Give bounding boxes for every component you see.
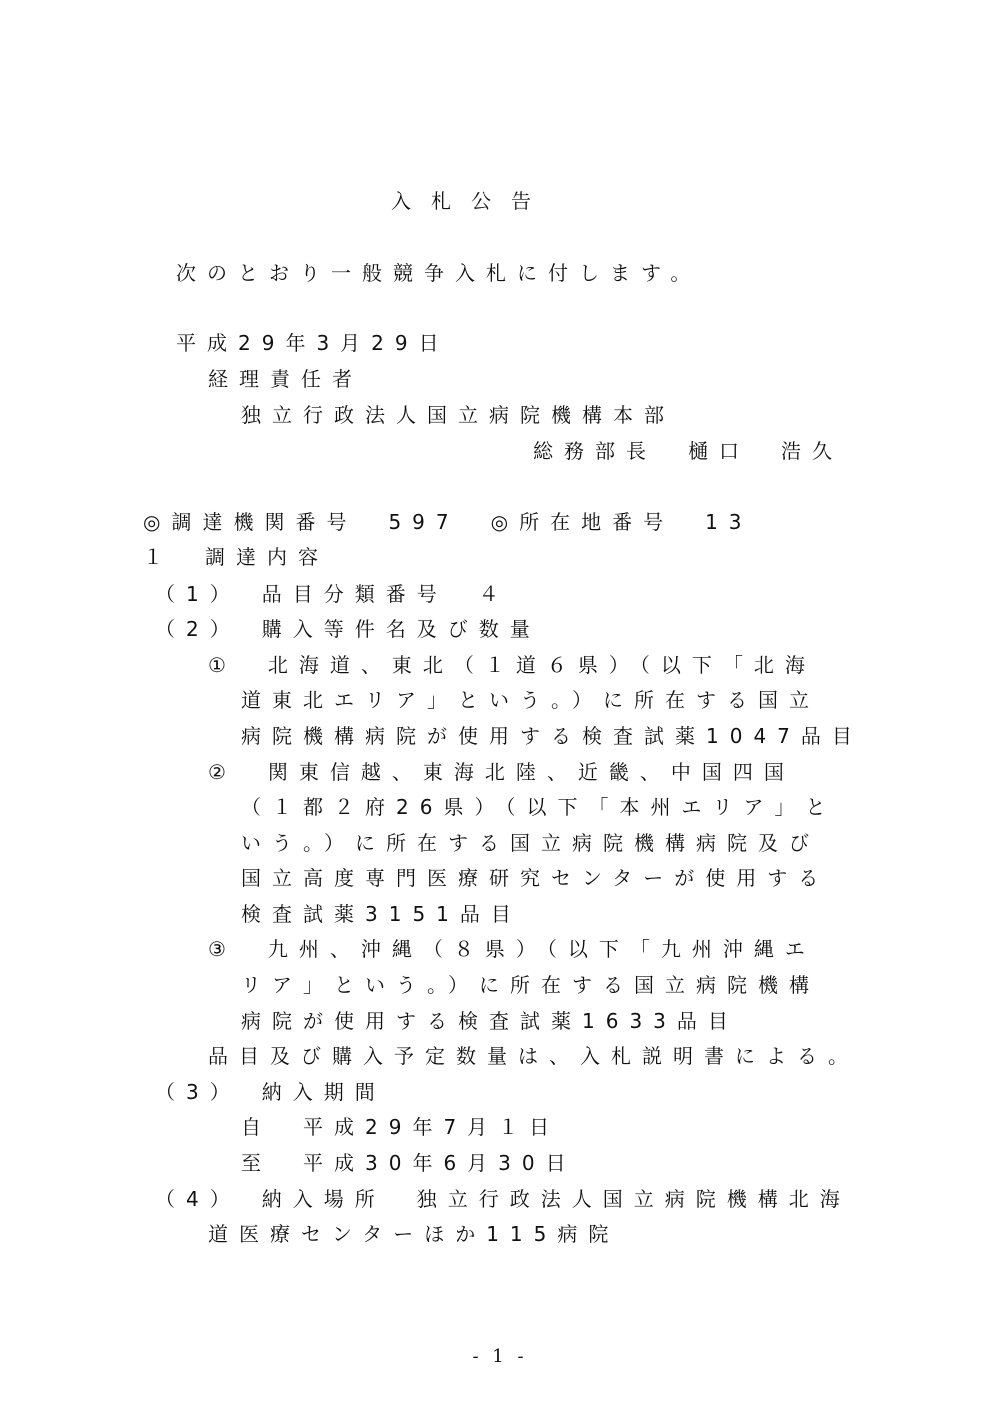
delivery-place-line: 道医療センターほか115病院 (208, 1222, 620, 1246)
intro-text: 次のとおり一般競争入札に付します。 (176, 261, 702, 285)
section-heading: １ 調達内容 (143, 545, 329, 569)
item-purchase-heading: （2） 購入等件名及び数量 (155, 617, 541, 641)
purchase-line: いう。）に所在する国立病院機構病院及び (241, 831, 820, 855)
purchase-note: 品目及び購入予定数量は、入札説明書による。 (208, 1044, 859, 1068)
notice-date: 平成29年3月29日 (176, 331, 450, 355)
issuer-title-name: 総務部長 樋口 浩久 (533, 439, 843, 463)
purchase-line: 検査試薬3151品目 (241, 902, 522, 926)
purchase-line: （１都２府26県）（以下「本州エリア」と (241, 795, 837, 819)
purchase-line: 道東北エリア」という。）に所在する国立 (241, 688, 820, 712)
issuer-organization: 独立行政法人国立病院機構本部 (241, 403, 675, 427)
delivery-period-to: 至 平成30年6月30日 (241, 1151, 577, 1175)
purchase-line: ② 関東信越、東海北陸、近畿、中国四国 (208, 760, 795, 784)
purchase-line: ③ 九州、沖縄（８県）（以下「九州沖縄エ (208, 937, 816, 961)
purchase-line: 病院が使用する検査試薬1633品目 (241, 1009, 739, 1033)
purchase-line: リア」という。）に所在する国立病院機構 (241, 973, 820, 997)
purchase-line: 国立高度専門医療研究センターが使用する (241, 866, 830, 890)
delivery-period-from: 自 平成29年7月１日 (241, 1115, 561, 1139)
delivery-period-heading: （3） 納入期間 (155, 1080, 386, 1104)
procurement-codes: ◎調達機関番号 597 ◎所在地番号 13 (143, 510, 753, 534)
purchase-line: ① 北海道、東北（１道６県）（以下「北海 (208, 653, 816, 677)
page-title: 入 札 公 告 (391, 189, 531, 213)
issuer-role: 経理責任者 (208, 367, 363, 391)
delivery-place-line: （4） 納入場所 独立行政法人国立病院機構北海 (155, 1187, 851, 1211)
page-number: - 1 - (472, 1346, 528, 1367)
item-classification: （1） 品目分類番号 ４ (155, 582, 510, 606)
purchase-line: 病院機構病院が使用する検査試薬1047品目 (241, 724, 863, 748)
